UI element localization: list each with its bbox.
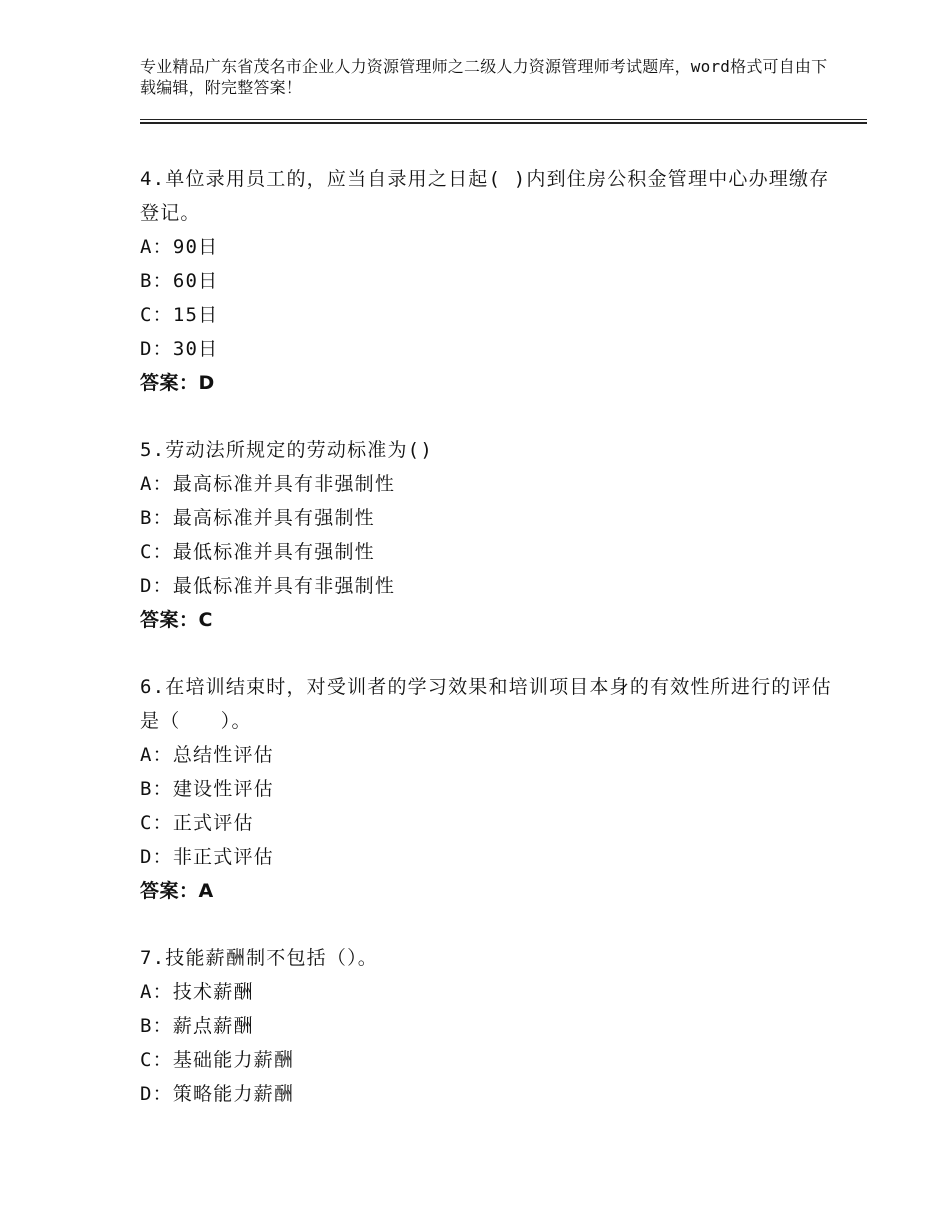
- option-c: C：基础能力薪酬: [140, 1049, 295, 1071]
- document-header: 专业精品广东省茂名市企业人力资源管理师之二级人力资源管理师考试题库，word格式可自由下载编辑，附完整答案！: [140, 57, 828, 97]
- question-text: 7.技能薪酬制不包括（）。: [140, 947, 378, 969]
- option-d: D：30日: [140, 338, 219, 360]
- option-c: C：15日: [140, 304, 219, 326]
- option-d: D：最低标准并具有非强制性: [140, 575, 396, 597]
- option-d: D：策略能力薪酬: [140, 1083, 295, 1105]
- option-b: B：薪点薪酬: [140, 1015, 254, 1037]
- header-divider: [140, 119, 867, 124]
- option-d: D：非正式评估: [140, 846, 274, 868]
- option-c: C：正式评估: [140, 812, 254, 834]
- question-text: 4.单位录用员工的，应当自录用之日起( )内到住房公积金管理中心办理缴存登记。: [140, 168, 830, 224]
- option-a: A：90日: [140, 236, 219, 258]
- option-b: B：建设性评估: [140, 778, 274, 800]
- question-4: [140, 162, 840, 400]
- option-a: A：总结性评估: [140, 744, 274, 766]
- question-text: 6.在培训结束时，对受训者的学习效果和培训项目本身的有效性所进行的评估是（ ）。: [140, 676, 832, 732]
- option-b: B：60日: [140, 270, 219, 292]
- question-list: [140, 162, 840, 1144]
- option-c: C：最低标准并具有强制性: [140, 541, 375, 563]
- question-text: 5.劳动法所规定的劳动标准为(): [140, 439, 433, 461]
- question-6: [140, 670, 840, 908]
- option-b: B：最高标准并具有强制性: [140, 507, 375, 529]
- answer-line: 答案：D: [140, 372, 215, 394]
- answer-line: 答案：C: [140, 609, 213, 631]
- option-a: A：技术薪酬: [140, 981, 254, 1003]
- answer-line: 答案：A: [140, 880, 214, 902]
- question-5: [140, 433, 840, 637]
- question-7: [140, 941, 840, 1111]
- option-a: A：最高标准并具有非强制性: [140, 473, 396, 495]
